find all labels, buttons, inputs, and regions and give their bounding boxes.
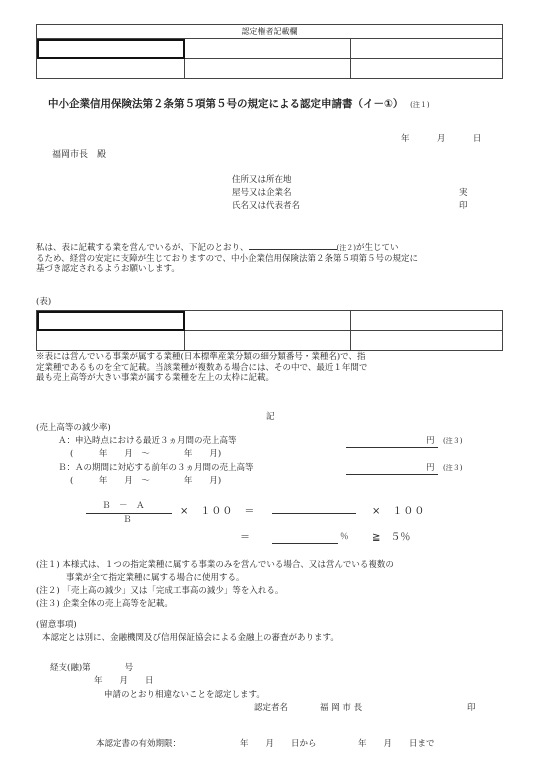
authority-cell[interactable]: [37, 59, 185, 79]
industry-table: [36, 310, 503, 351]
sales-b-period: ( 年 月 ～ 年 月): [70, 476, 222, 486]
yen-b: 円: [426, 463, 435, 473]
note-3: (注３) 企業全体の売上高等を記載。: [36, 599, 173, 609]
validity-label: 本認定書の有効期限：: [96, 739, 182, 749]
caution-heading: (留意事項): [36, 620, 77, 630]
threshold-5pct: ≧ ５％: [372, 532, 411, 543]
table-label: (表): [36, 297, 52, 307]
intro-line-1b: が生じてい: [355, 243, 399, 253]
ki-mark: 記: [266, 412, 275, 422]
cert-number: 経支(融)第 号: [50, 663, 134, 673]
address-label: 住所又は所在地: [232, 175, 292, 185]
yen-a: 円: [426, 436, 435, 446]
note3-a: (注３): [443, 437, 463, 445]
industry-cell[interactable]: [37, 331, 185, 351]
note3-b: (注３): [443, 464, 463, 472]
formula-times100: × １００ ＝: [180, 506, 256, 517]
intro-line-3: 基づき認定されるようお願いします。: [36, 264, 180, 275]
seal-mark-2: 印: [459, 201, 468, 211]
reduction-percent-field[interactable]: [272, 543, 338, 544]
authority-cell[interactable]: [351, 59, 503, 79]
caution-text: 本認定とは別に、金融機関及び信用保証協会による金融上の審査があります。: [42, 633, 339, 643]
authority-cell[interactable]: [185, 59, 351, 79]
sales-a-amount-field[interactable]: [346, 447, 438, 448]
percent-sign: ％: [340, 532, 349, 542]
note-1a: (注１) 本様式は、１つの指定業種に属する事業のみを営んでいる場合、又は営んでいる複数の: [36, 560, 394, 570]
date-day: 日: [472, 134, 482, 144]
note-1b: 事業が全て指定業種に属する場合に使用する。: [66, 573, 245, 583]
table-note: [36, 352, 516, 384]
formula-result-fraction[interactable]: [272, 513, 356, 514]
authority-cell-primary[interactable]: [37, 39, 185, 59]
industry-cell-primary[interactable]: [37, 311, 185, 331]
intro-line-2: るため、経営の安定に支障が生じておりますので、中小企業信用保険法第２条第５項第５号の規定に: [36, 253, 418, 264]
cert-statement: 申請のとおり相違ないことを認定します。: [104, 690, 265, 700]
reduction-heading: (売上高等の減少率): [36, 423, 111, 433]
certifier-name: 福 岡 市 長: [320, 703, 363, 713]
formula-fraction-bar: [86, 513, 172, 514]
addressee: 福岡市長 殿: [52, 150, 107, 160]
authority-cell[interactable]: [351, 39, 503, 59]
title-note: (注１): [410, 101, 430, 109]
formula-denominator: Ｂ: [123, 515, 132, 525]
cert-seal: 印: [467, 703, 476, 713]
table-note-line-2: 定業種であるものを全て記載。当該業種が複数ある場合には、その中で、最近１年間で: [36, 362, 368, 373]
intro-note2: (注２): [336, 244, 356, 252]
date-month: 月: [436, 134, 446, 144]
certifier-label: 認定者名: [254, 703, 289, 713]
seal-mark-1: 実: [459, 188, 468, 198]
industry-cell[interactable]: [351, 311, 503, 331]
authority-entry-table: [36, 24, 503, 79]
authority-table-header: 認定権者記載欄: [37, 25, 503, 39]
industry-cell[interactable]: [185, 331, 351, 351]
formula-numerator: Ｂ － Ａ: [102, 501, 145, 511]
formula-times100-b: × １００: [372, 506, 426, 517]
note-2: (注２) 「売上高の減少」又は「完成工事高の減少」等を入れる。: [36, 586, 284, 596]
application-date: [401, 134, 481, 145]
table-note-line-3: 最も売上高等が大きい事業が属する業種を左上の太枠に記載。: [36, 373, 275, 384]
validity-to: 年 月 日まで: [358, 739, 435, 749]
form-title-row: [48, 98, 430, 111]
sales-b-amount-field[interactable]: [346, 474, 438, 475]
representative-label: 氏名又は代表者名: [232, 201, 301, 211]
authority-cell[interactable]: [185, 39, 351, 59]
validity-from: 年 月 日から: [240, 739, 317, 749]
sales-a-label: Ａ：申込時点における最近３ヵ月間の売上高等: [58, 436, 237, 446]
company-name-label: 屋号又は企業名: [232, 188, 292, 198]
reason-blank[interactable]: [249, 240, 337, 250]
table-note-line-1: ※表には営んでいる事業が属する業種(日本標準産業分類の細分類番号・業種名)で、指: [36, 352, 366, 362]
cert-date: 年 月 日: [94, 676, 154, 686]
formula-equals: ＝: [240, 532, 250, 543]
intro-paragraph: [36, 240, 506, 275]
industry-cell[interactable]: [351, 331, 503, 351]
intro-line-1a: 私は、表に記載する業を営んでいるが、下記のとおり、: [36, 243, 249, 253]
sales-a-period: ( 年 月 ～ 年 月): [70, 449, 222, 459]
date-year: 年: [401, 134, 410, 144]
sales-b-label: Ｂ：Ａの期間に対応する前年の３ヵ月間の売上高等: [58, 463, 254, 473]
form-title: 中小企業信用保険法第２条第５項第５号の規定による認定申請書（イ－①）: [48, 98, 404, 110]
industry-cell[interactable]: [185, 311, 351, 331]
